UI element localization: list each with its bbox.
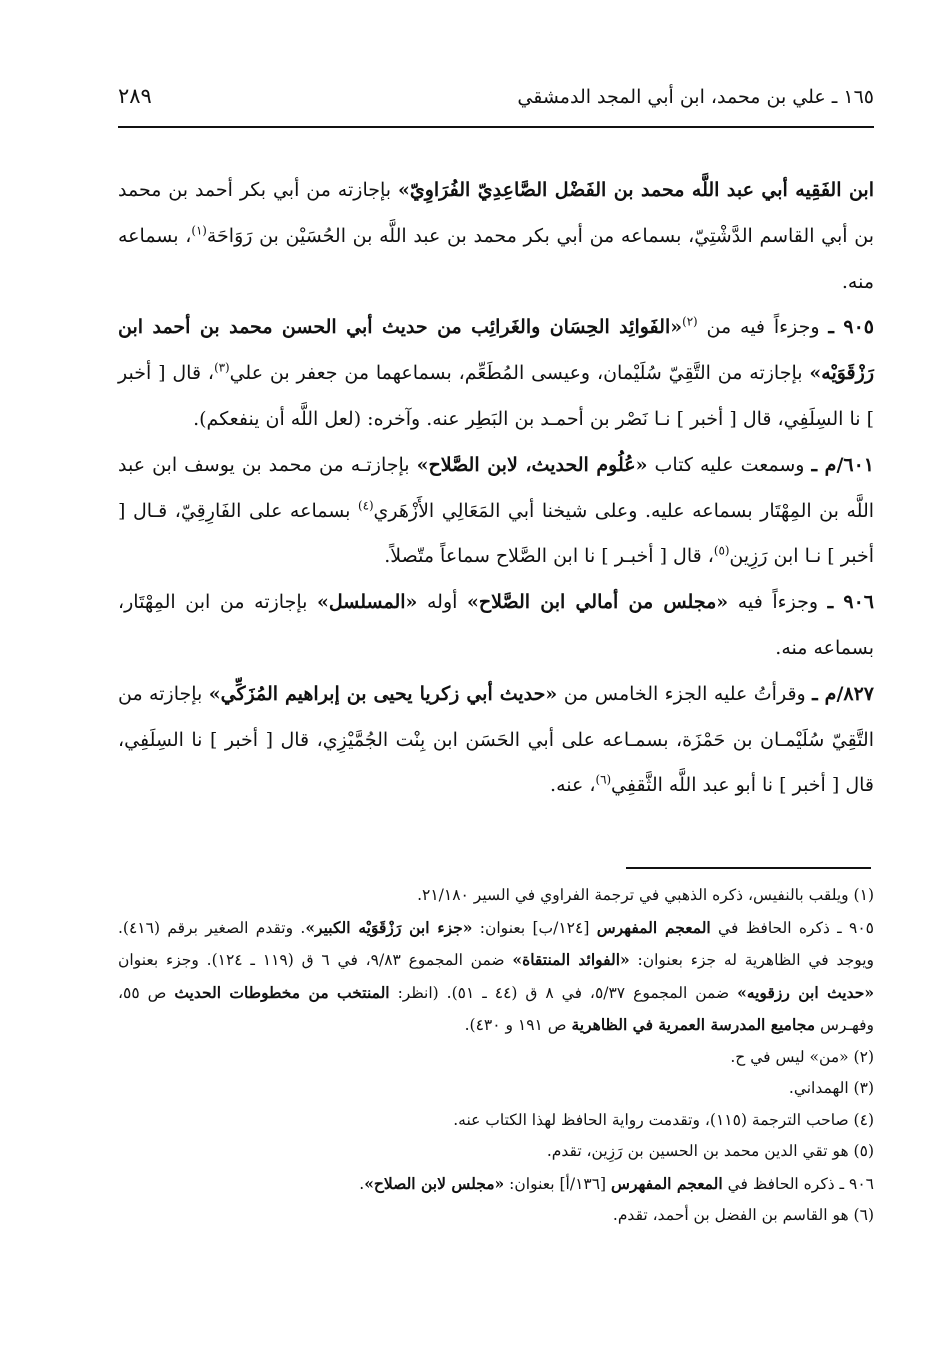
text-run: بإجازته من ابن المِهْتَار، بسماعه منه. (118, 591, 874, 659)
text-run: أوله (417, 591, 468, 614)
book-title: «مجلس من أمالي ابن الصَّلاح» (467, 591, 729, 614)
book-title: «عُلُوم الحديث، لابن الصَّلاح» (416, 453, 648, 476)
text-run: ، قال [ أخبر ] نا السِلَفِي، قال [ أخبر ] نـا نَصْر بن أحمـد بن البَطِر عنه. وآخره: (لعل اللَّه أن ينفعكم). (118, 362, 874, 430)
note-text: (٥) هو تقي الدين محمد بن الحسين بن رَزِين، تقدم. (546, 1142, 874, 1160)
book-title: «الفَوائِد الحِسَان والغَرائِب من حديث أبي الحسن محمد بن أحمد ابن رَزْقَوَيْه» (118, 316, 874, 385)
footnote-ref: (٢) (682, 315, 698, 330)
note-text: (١) ويلقب بالنفيس، ذكره الذهبي في ترجمة الفراوي في السير ٢١/١٨٠. (417, 886, 874, 904)
note-text: (٦) هو القاسم بن الفضل بن أحمد، تقدم. (612, 1206, 874, 1224)
entry-number: ٨٢٧/م ـ (812, 682, 875, 705)
text-run: ، عنه. (550, 774, 596, 797)
text-run: وقرأتُ عليه الجزء الخامس من (557, 682, 813, 705)
bold-phrase: «مجلس لابن الصلاح» (364, 1173, 505, 1193)
page-header (118, 76, 874, 120)
entry-paragraph-906 (118, 580, 874, 672)
footnote-2 (118, 1042, 874, 1074)
entry-paragraph-601m (118, 443, 874, 580)
entry-number: ٩٠٦ ـ (827, 591, 874, 614)
bold-phrase: المنتخب من مخطوطات الحديث (174, 982, 390, 1002)
entry-number: ٦٠١/م ـ (811, 453, 875, 476)
bold-phrase: «الفوائد المنتقاة» (512, 950, 630, 969)
note-text: . وتقدم الصغير برقم (٤١٦). ويوجد في الظاهرية له جزء بعنوان: (118, 918, 875, 969)
note-text: ٩٠٦ ـ ذكره الحافظ في (722, 1174, 874, 1193)
note-text: [١٣٦/أ] بعنوان: (504, 1174, 612, 1193)
text-run: بإجازته من التَّقِيّ سُلَيْمان، وعيسى المُطَعِّم، بسماعهما من جعفر بن علي (229, 362, 810, 385)
footnote-ref: (٥) (713, 544, 730, 559)
bold-phrase: مجاميع المدرسة العمرية في الظاهرية (571, 1015, 816, 1034)
header-rule (118, 126, 874, 128)
footnote-6 (118, 1200, 874, 1232)
bold-phrase: المعجم المفهرس (611, 1173, 723, 1193)
entry-paragraph-905 (118, 305, 874, 442)
footnote-ref: (١) (191, 223, 207, 238)
footnote-4 (118, 1105, 874, 1137)
paragraph-continuation (118, 168, 874, 305)
note-text: ضمن المجموع ٩/٨٣، في ٦ ق (١١٩ ـ ١٢٤). وجزء بعنوان (118, 951, 513, 969)
page-number: ٢٨٩ (118, 84, 152, 108)
footnote-ref: (٤) (358, 498, 374, 513)
footnotes (118, 880, 874, 1232)
note-text: ٩٠٥ ـ ذكره الحافظ في (710, 918, 875, 937)
text-run: بسماعه على الفَارِقِيّ، قـال [ أخبر ] نـا ابن رَزِين (118, 499, 874, 568)
note-text: ص ١٩١ و ٤٣٠). (464, 1016, 572, 1034)
bold-phrase: «المسلسل» (317, 591, 418, 614)
note-text: ضمن المجموع ٥/٣٧، في ٨ ق (٤٤ ـ ٥١). (انظر: (389, 983, 738, 1002)
note-906 (118, 1168, 874, 1201)
footnote-5 (118, 1136, 874, 1168)
book-title: «حديث أبي زكريا يحيى بن إبراهيم المُزَكِّي» (208, 682, 558, 705)
footnote-ref: (٣) (214, 360, 230, 375)
note-text: (٣) الهمداني. (788, 1079, 874, 1097)
text-run: ، قال [ أخبـر ] نا ابن الصَّلاح سماعاً متّصلاً. (384, 545, 714, 568)
footnote-3 (118, 1073, 874, 1105)
bold-phrase: ابن الفَقِيه أبي عبد اللَّه محمد بن الفَضْل الصَّاعِدِيّ الفُرَاوِيّ» (397, 179, 874, 201)
bold-phrase: المعجم المفهرس (596, 917, 711, 937)
note-text: . (359, 1174, 365, 1193)
footnote-1 (118, 880, 874, 912)
note-905 (118, 912, 874, 1042)
bold-phrase: «جزء ابن رَزْقَوَيْه الكبير» (305, 917, 473, 937)
entry-number: ٩٠٥ ـ (828, 316, 874, 339)
note-text: [١٢٤/ب] بعنوان: (472, 918, 597, 937)
running-title: ١٦٥ ـ علي بن محمد، ابن أبي المجد الدمشقي (517, 86, 874, 108)
footnote-ref: (٦) (595, 773, 612, 788)
text-run: وسمعت عليه كتاب (647, 453, 812, 476)
footnote-separator (626, 867, 871, 869)
text-run: بإجازته من التَّقِيّ سُلَيْمـان بن حَمْزَة، بسمـاعه على أبي الحَسَن ابن بِنْت الجُمَّيْزِي، قال [ أخبر ] نا السِلَفِي، قال [ أخبر ] نا أبو عبد اللَّه الثَّقفِي (118, 682, 874, 797)
text-run: بإجازتـه من محمد بن يوسف ابن عبد اللَّه بن المِهْتَار بسماعه عليه. وعلى شيخنا أبي المَعَالِي الأَزْهَري (118, 453, 875, 522)
note-text: (٤) صاحب الترجمة (١١٥)، وتقدمت رواية الحافظ لهذا الكتاب عنه. (453, 1110, 874, 1129)
text-run: ، بسماعه منه. (118, 224, 874, 293)
entry-paragraph-827m (118, 672, 874, 809)
note-text: (٢) «من» ليس في ح. (730, 1047, 874, 1066)
main-text (118, 168, 874, 809)
text-run: وجزءاً فيه من (697, 316, 829, 339)
bold-phrase: «حديث ابن رزقويه» (737, 982, 875, 1002)
text-run: بإجازته من أبي بكر أحمد بن محمد بن أبي القاسم الدَّشْتِيّ، بسماعه من أبي بكر محمد بن عبد اللَّه بن الحُسَيْن بن رَوَاحَة (118, 179, 874, 247)
note-text: ص ٥٥، وفهـرس (118, 983, 874, 1034)
text-run: وجزءاً فيه (728, 591, 828, 614)
